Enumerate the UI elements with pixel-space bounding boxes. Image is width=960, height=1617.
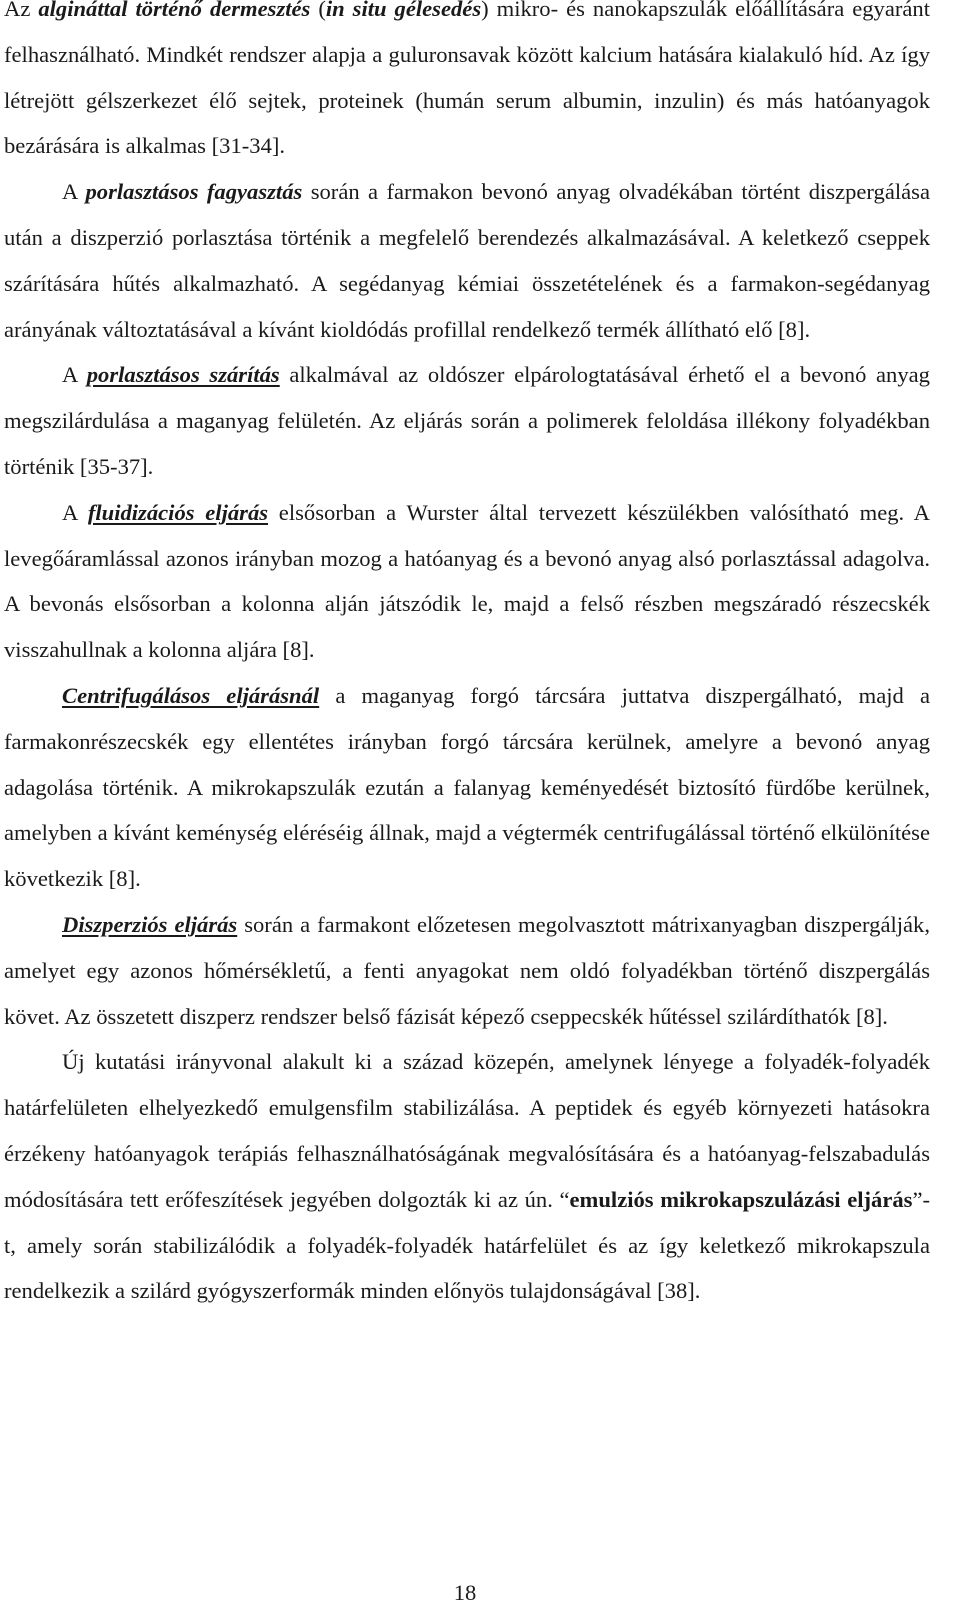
text-run: során a farmakont előzetesen megolvasztott mátrixanyagban diszpergálják, amelyet egy azonos hőmérsékletű, a fenti anyagokat nem oldó folyadékban történő diszpergálás követ. Az összetett diszperz rendszer belső fázisát képező cseppecskék hűtéssel szilárdíthatók [8]. (4, 911, 931, 1029)
paragraph-emulsion (4, 1039, 930, 1314)
text-run: ”-t, amely során stabilizálódik a folyadék-folyadék határfelület és az így keletkező mikrokapszula rendelkezik a szilárd gyógyszerformák minden előnyös tulajdonságával [38]. (4, 1186, 930, 1304)
text-run: ( (310, 0, 326, 21)
bold-term: emulziós mikrokapszulázási eljárás (569, 1186, 913, 1212)
text-run: a maganyag forgó tárcsára juttatva diszpergálható, majd a farmakonrészecskék egy ellentétes irányban forgó tárcsára kerülnek, amelyre a bevonó anyag adagolása történik. A mikrokapszulák ezután a falanyag keményedését biztosító fürdőbe kerülnek, amelyben a kívánt keménység eléréséig állnak, majd a végtermék centrifugálással történő elkülönítése következik [8]. (4, 682, 930, 892)
text-run: alkalmával az oldószer elpárologtatásával érhető el a bevonó anyag megszilárdulása a maganyag felületén. Az eljárás során a polimerek feloldása illékony folyadékban történik [35-37]. (4, 362, 930, 479)
emphasis-term: porlasztásos szárítás (86, 362, 280, 388)
emphasis-term: Diszperziós eljárás (62, 911, 238, 937)
emphasis-term: porlasztásos fagyasztás (85, 179, 303, 205)
emphasis-term: algináttal történő dermesztés (38, 0, 311, 21)
emphasis-term: fluidizációs eljárás (87, 499, 269, 525)
paragraph-fluidization (4, 490, 930, 673)
text-run: A (62, 499, 88, 525)
text-run: Az (4, 0, 39, 21)
paragraph-spray-freezing (4, 169, 930, 352)
paragraph-spray-drying (4, 352, 930, 489)
emphasis-term: Centrifugálásos eljárásnál (62, 682, 320, 708)
text-run: Új kutatási irányvonal alakult ki a század közepén, amelynek lényege a folyadék-folyadék határfelületen elhelyezkedő emulgensfilm stabilizálása. A peptidek és egyéb környezeti hatásokra érzékeny hatóanyagok terápiás felhasználhatóságának megvalósítására és a hatóanyag-felszabadulás módosítására tett erőfeszítések jegyében dolgozták ki az ún. “ (4, 1049, 930, 1212)
text-run: ) mikro- és nanokapszulák előállítására egyaránt felhasználható. Mindkét rendszer alapja a guluronsavak között kalcium hatására kialakuló híd. Az így létrejött gélszerkezet élő sejtek, proteinek (humán serum albumin, inzulin) és más hatóanyagok bezárására is alkalmas [31-34]. (4, 0, 931, 159)
paragraph-dispersion (4, 902, 930, 1039)
text-run: A (62, 362, 87, 388)
text-run: elsősorban a Wurster által tervezett készülékben valósítható meg. A levegőáramlással azonos irányban mozog a hatóanyag és a bevonó anyag alsó porlasztással adagolva. A bevonás elsősorban a kolonna alján játszódik le, majd a felső részben megszáradó részecskék visszahullnak a kolonna aljára [8]. (4, 499, 930, 663)
paragraph-alginate (4, 0, 930, 169)
text-run: során a farmakon bevonó anyag olvadékában történt diszpergálása után a diszperzió porlasztása történik a megfelelő berendezés alkalmazásával. A keletkező cseppek szárítására hűtés alkalmazható. A segédanyag kémiai összetételének és a farmakon-segédanyag arányának változtatásával a kívánt kioldódás profillal rendelkező termék állítható elő [8]. (4, 179, 931, 342)
paragraph-centrifugation (4, 673, 930, 902)
emphasis-term: in situ gélesedés (325, 0, 482, 21)
text-run: A (62, 179, 86, 205)
page-number: 18 (453, 1580, 477, 1605)
body-text (4, 0, 930, 1314)
